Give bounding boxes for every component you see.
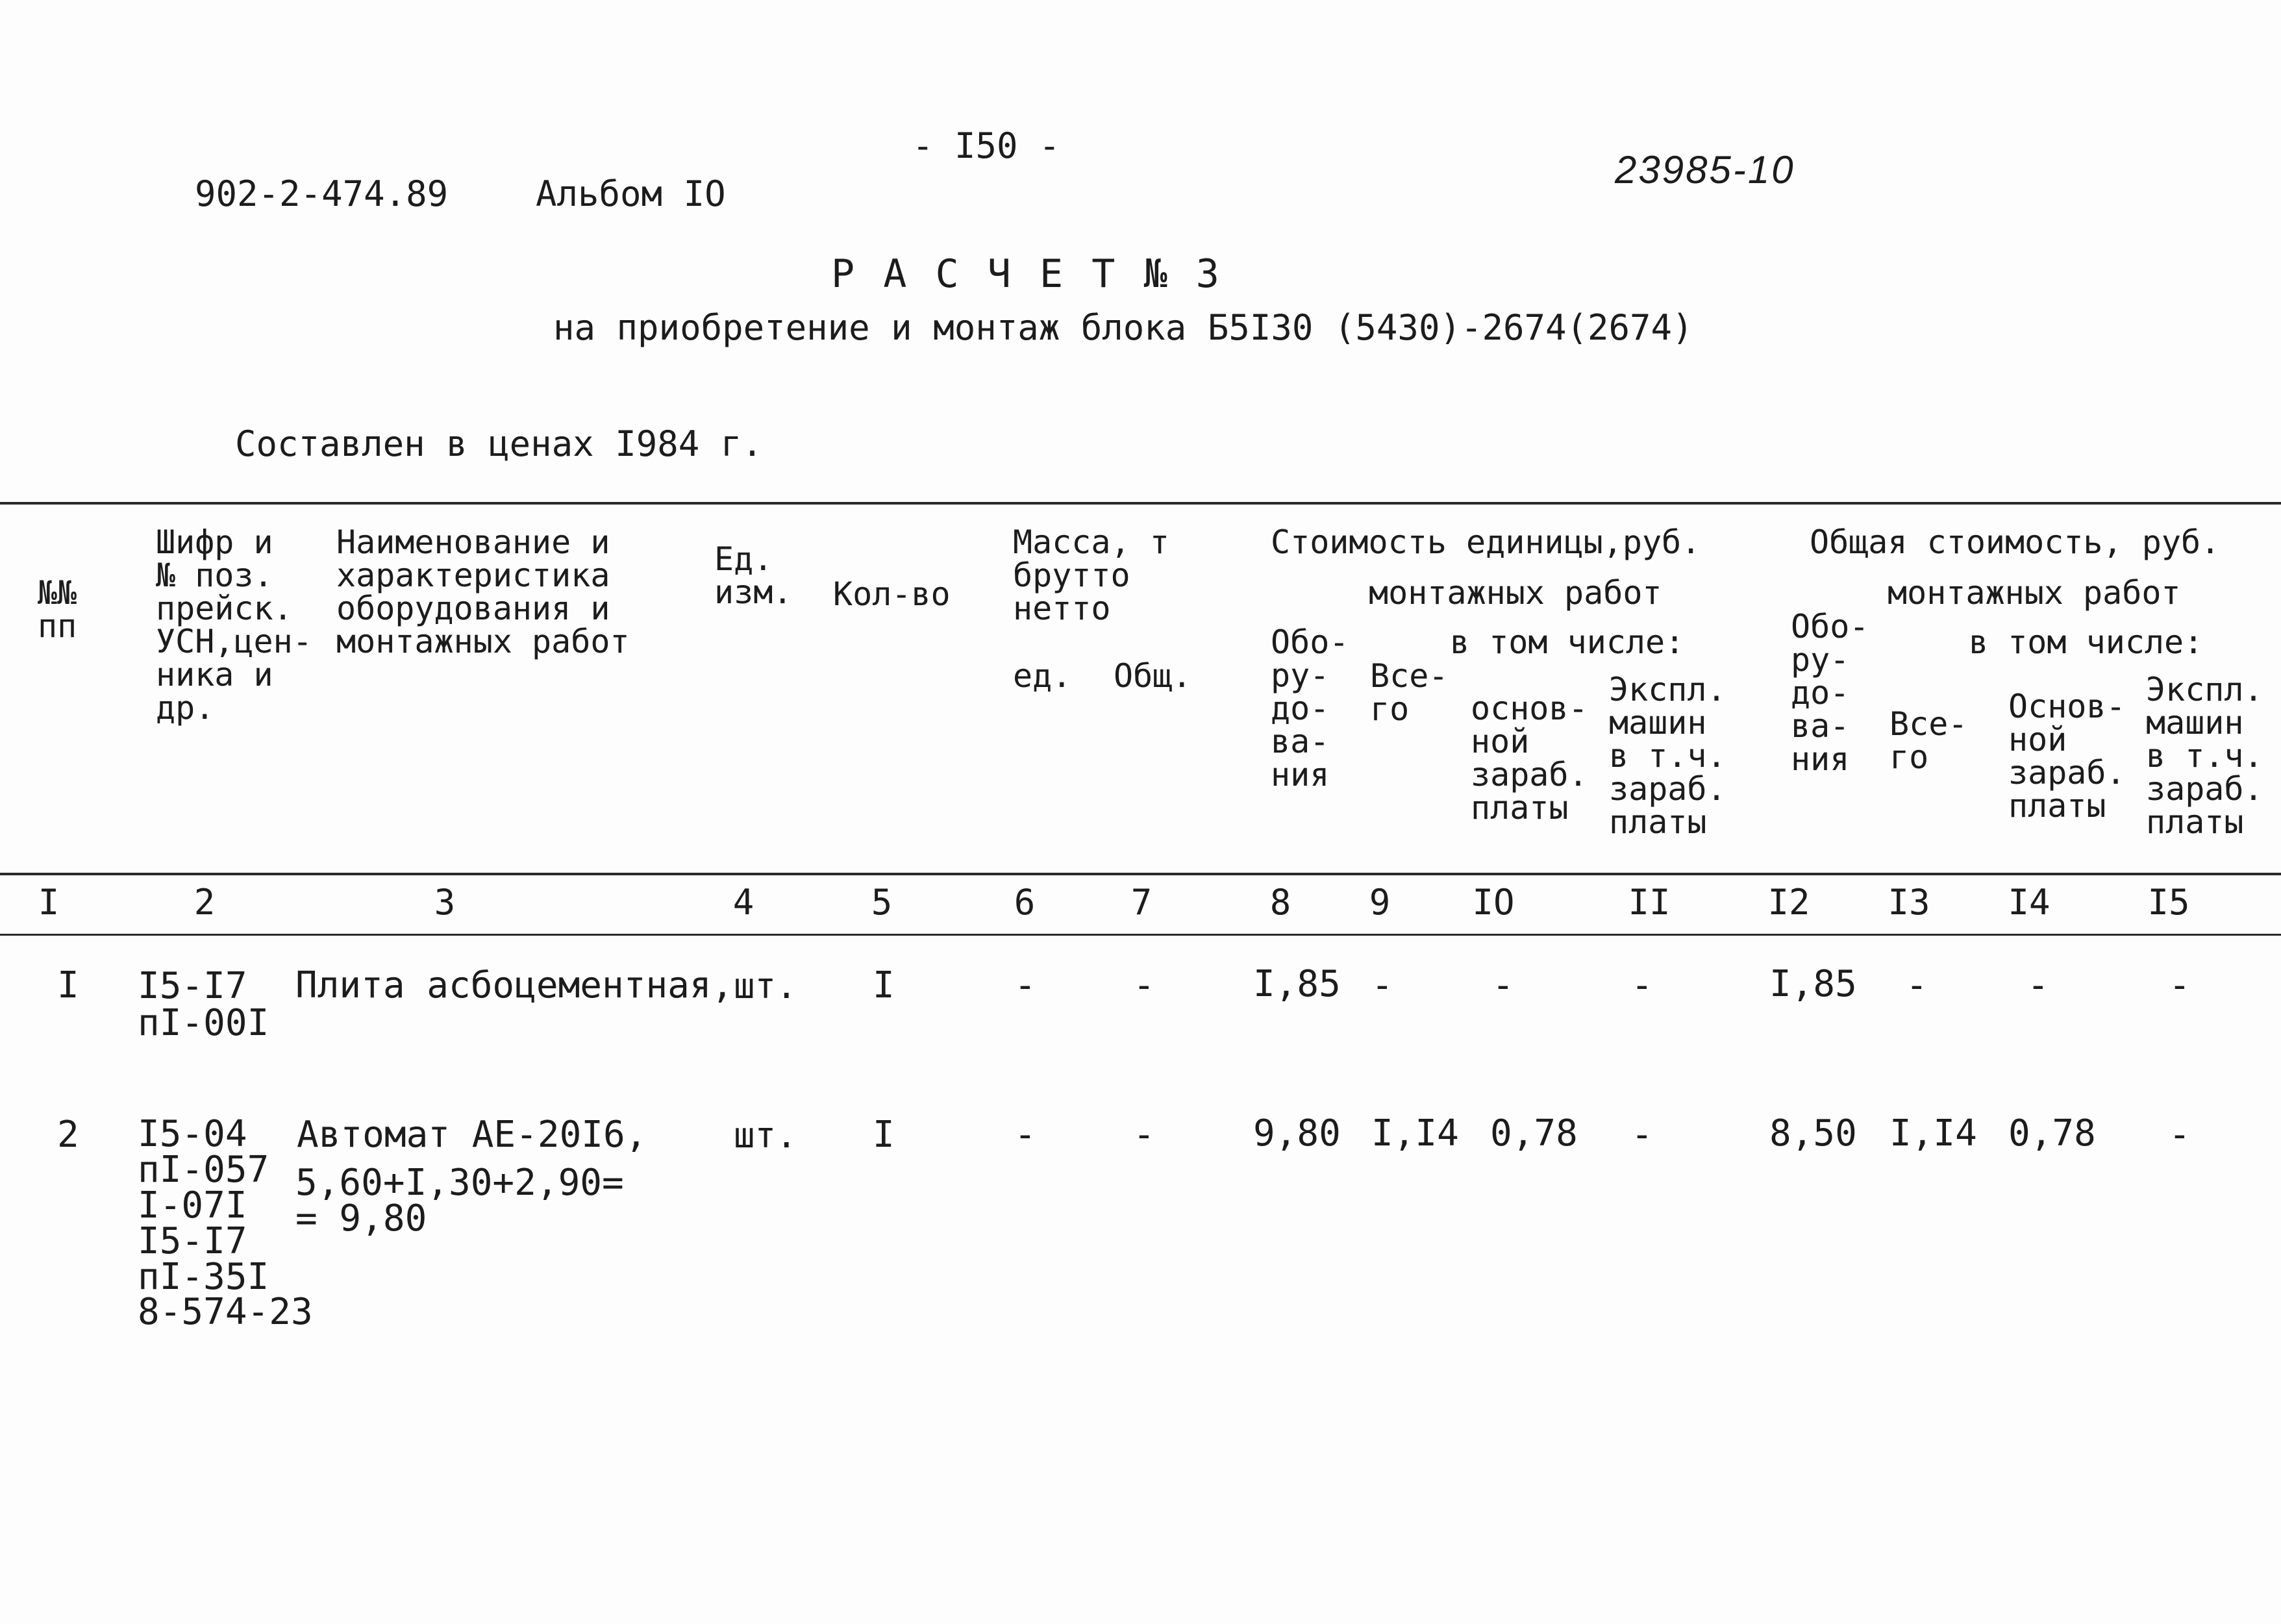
row-name: Плита асбоцементная, <box>295 964 734 1006</box>
row-unit-base: 0,78 <box>1490 1112 1578 1155</box>
row-unit-mach: - <box>1631 1114 1653 1156</box>
header-total-all: Все- го <box>1889 705 1968 776</box>
row-code: I5-I7 пI-00I <box>138 965 269 1045</box>
column-number: I3 <box>1888 882 1930 923</box>
header-total-base: Основ- ной зараб. платы <box>2008 688 2126 825</box>
header-name: Наименование и характеристика оборудования и монтажных работ <box>336 523 630 660</box>
page-number: - I50 - <box>912 125 1060 166</box>
album-label: Альбом IO <box>536 173 726 214</box>
document-code: 902-2-474.89 <box>195 173 449 214</box>
header-mass-total: Общ. <box>1114 657 1192 695</box>
row-mass-unit: - <box>1014 1114 1036 1156</box>
header-unit-all: Все- го <box>1370 657 1449 728</box>
row-mass-total: - <box>1133 1114 1155 1156</box>
header-total-mach: Экспл. машин в т.ч. зараб. платы <box>2146 671 2263 841</box>
row-mass-unit: - <box>1014 964 1036 1006</box>
row-unit-base: - <box>1492 964 1514 1006</box>
header-code: Шифр и № поз. прейск. УСН,цен- ника и др. <box>156 523 312 727</box>
calculation-subtitle: на приобретение и монтаж блока Б5I30 (5430)-2674(2674) <box>553 307 1693 348</box>
header-unit-cost: Стоимость единицы,руб. <box>1271 523 1701 561</box>
row-total-all: - <box>1906 964 1928 1006</box>
header-qty: Кол-во <box>833 575 951 613</box>
header-unit-base: основ- ной зараб. платы <box>1471 690 1588 827</box>
row-unit-all: I,I4 <box>1371 1112 1459 1155</box>
column-number: 7 <box>1130 882 1153 923</box>
row-code: I5-04 пI-057 I-07I I5-I7 пI-35I 8-574-23 <box>138 1113 313 1334</box>
row-unit-equip: I,85 <box>1253 963 1341 1005</box>
row-unit: шт. <box>734 1115 797 1156</box>
column-number: I4 <box>2008 882 2050 923</box>
column-number: 4 <box>732 882 754 923</box>
column-number: 3 <box>434 882 456 923</box>
column-number: 9 <box>1369 882 1391 923</box>
row-name: Автомат АЕ-20I6, <box>297 1114 647 1156</box>
column-number: I5 <box>2147 882 2190 923</box>
header-total-cost: Общая стоимость, руб. <box>1810 523 2221 561</box>
row-unit: шт. <box>734 966 797 1006</box>
row-total-mach: - <box>2169 964 2191 1006</box>
column-number: I2 <box>1767 882 1810 923</box>
row-qty: I <box>873 964 895 1006</box>
header-num: №№ пп <box>38 574 77 645</box>
table-top-rule <box>0 502 2281 505</box>
row-mass-total: - <box>1133 964 1155 1006</box>
column-number: I <box>38 882 60 923</box>
column-number: 2 <box>193 882 216 923</box>
handwritten-stamp: 23985-10 <box>1615 148 1795 192</box>
column-number: 8 <box>1269 882 1291 923</box>
calculation-title: Р А С Ч Е Т № 3 <box>831 251 1222 297</box>
row-name-note: 5,60+I,30+2,90= = 9,80 <box>295 1162 624 1240</box>
header-unit-equip: Обо- ру- до- ва- ния <box>1271 623 1349 793</box>
row-total-equip: I,85 <box>1769 963 1857 1005</box>
row-total-mach: - <box>2169 1114 2191 1156</box>
header-total-incl: в том числе: <box>1969 623 2204 661</box>
header-unit-incl: в том числе: <box>1450 623 1685 661</box>
row-unit-equip: 9,80 <box>1253 1112 1341 1155</box>
row-total-base: 0,78 <box>2008 1112 2096 1155</box>
header-mass-unit: ед. <box>1013 657 1072 695</box>
row-number: 2 <box>57 1114 79 1156</box>
column-numbers-rule <box>0 934 2281 936</box>
column-number: IO <box>1472 882 1515 923</box>
header-total-equip: Обо- ру- до- ва- ния <box>1791 608 1869 778</box>
row-total-all: I,I4 <box>1889 1112 1977 1155</box>
row-unit-mach: - <box>1631 964 1653 1006</box>
column-number: II <box>1628 882 1671 923</box>
header-unit-mount: монтажных работ <box>1369 574 1662 612</box>
row-total-equip: 8,50 <box>1769 1112 1857 1155</box>
header-unit: Ед. изм. <box>714 540 793 611</box>
column-number: 5 <box>871 882 893 923</box>
column-number: 6 <box>1014 882 1036 923</box>
prices-note: Составлен в ценах I984 г. <box>235 423 763 464</box>
row-unit-all: - <box>1371 964 1393 1006</box>
header-total-mount: монтажных работ <box>1888 574 2181 612</box>
row-number: I <box>57 964 79 1006</box>
header-bottom-rule <box>0 873 2281 875</box>
row-qty: I <box>873 1114 895 1156</box>
header-mass: Масса, т брутто нетто <box>1013 523 1169 627</box>
row-total-base: - <box>2027 964 2049 1006</box>
header-unit-mach: Экспл. машин в т.ч. зараб. платы <box>1609 671 1726 841</box>
